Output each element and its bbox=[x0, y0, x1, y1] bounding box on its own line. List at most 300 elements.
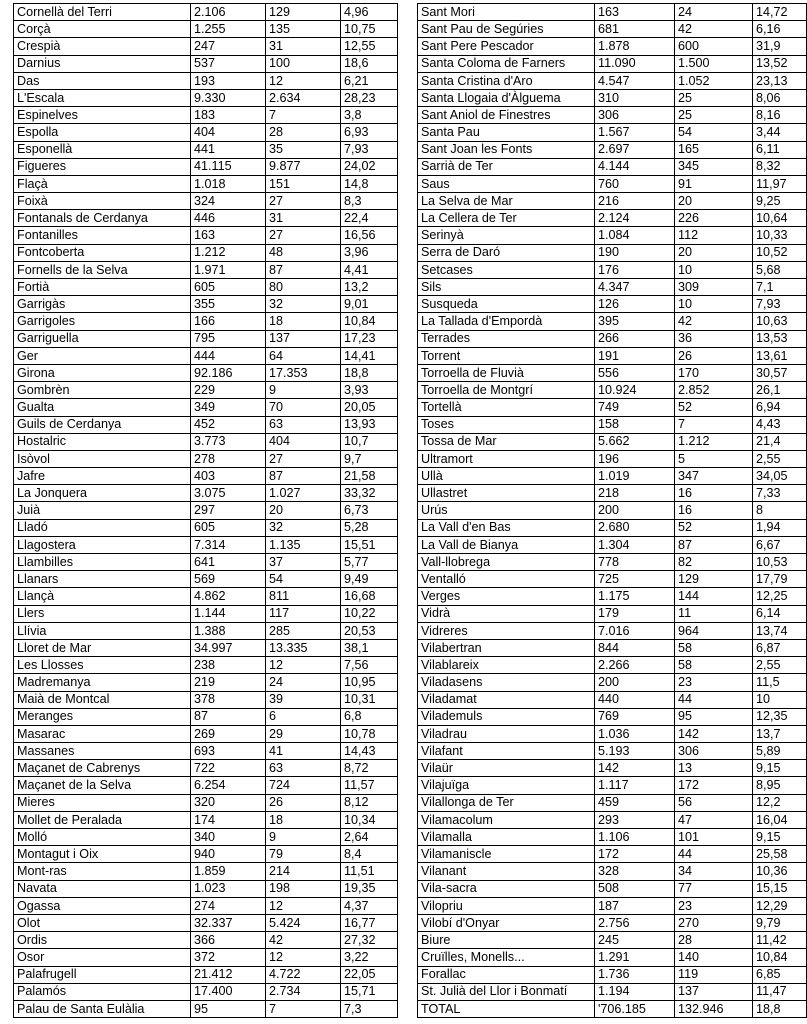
table-row bbox=[418, 175, 807, 192]
table-row bbox=[14, 124, 398, 141]
percentage-cell: 8,3 bbox=[341, 193, 398, 210]
table-row bbox=[14, 1000, 398, 1017]
population-cell: 2.680 bbox=[595, 519, 675, 536]
percentage-cell: 11,42 bbox=[753, 932, 807, 949]
second-value-cell: 135 bbox=[266, 21, 341, 38]
percentage-cell: 10,34 bbox=[341, 811, 398, 828]
population-cell: 2.266 bbox=[595, 657, 675, 674]
table-row bbox=[14, 364, 398, 381]
table-row bbox=[14, 210, 398, 227]
table-row bbox=[418, 708, 807, 725]
table-row bbox=[14, 691, 398, 708]
population-cell: 126 bbox=[595, 296, 675, 313]
table-row bbox=[418, 588, 807, 605]
population-cell: 693 bbox=[191, 743, 266, 760]
second-value-cell: 56 bbox=[675, 794, 753, 811]
table-row bbox=[418, 468, 807, 485]
population-cell: 179 bbox=[595, 605, 675, 622]
percentage-cell: 3,96 bbox=[341, 244, 398, 261]
table-row bbox=[418, 279, 807, 296]
table-row bbox=[14, 399, 398, 416]
table-row bbox=[418, 691, 807, 708]
percentage-cell: 8,72 bbox=[341, 760, 398, 777]
population-cell: 9.330 bbox=[191, 89, 266, 106]
second-value-cell: 27 bbox=[266, 227, 341, 244]
municipality-cell: Gombrèn bbox=[14, 382, 191, 399]
table-row bbox=[14, 433, 398, 450]
second-value-cell: 23 bbox=[675, 897, 753, 914]
municipality-cell: Fortià bbox=[14, 279, 191, 296]
percentage-cell: 7,33 bbox=[753, 485, 807, 502]
population-cell: 760 bbox=[595, 175, 675, 192]
table-row bbox=[14, 536, 398, 553]
municipality-cell: Serinyà bbox=[418, 227, 595, 244]
table-row bbox=[418, 416, 807, 433]
percentage-cell: 10,84 bbox=[753, 949, 807, 966]
table-row bbox=[14, 4, 398, 21]
table-row bbox=[14, 450, 398, 467]
table-row bbox=[14, 829, 398, 846]
municipality-cell: St. Julià del Llor i Bonmatí bbox=[418, 983, 595, 1000]
municipality-cell: Ullà bbox=[418, 468, 595, 485]
table-row bbox=[418, 846, 807, 863]
table-row bbox=[418, 313, 807, 330]
second-value-cell: 44 bbox=[675, 846, 753, 863]
second-value-cell: 39 bbox=[266, 691, 341, 708]
percentage-cell: 6,94 bbox=[753, 399, 807, 416]
population-cell: 95 bbox=[191, 1000, 266, 1017]
municipality-cell: Esponellà bbox=[14, 141, 191, 158]
population-cell: 187 bbox=[595, 897, 675, 914]
municipality-cell: Espinelves bbox=[14, 107, 191, 124]
second-value-cell: 58 bbox=[675, 639, 753, 656]
second-value-cell: 26 bbox=[266, 794, 341, 811]
table-row bbox=[418, 914, 807, 931]
second-value-cell: 226 bbox=[675, 210, 753, 227]
municipality-cell: Tossa de Mar bbox=[418, 433, 595, 450]
percentage-cell: 10,7 bbox=[341, 433, 398, 450]
second-value-cell: 137 bbox=[675, 983, 753, 1000]
percentage-cell: 10,78 bbox=[341, 725, 398, 742]
population-cell: 142 bbox=[595, 760, 675, 777]
population-cell: 176 bbox=[595, 261, 675, 278]
table-row bbox=[14, 347, 398, 364]
percentage-cell: 31,9 bbox=[753, 38, 807, 55]
table-row bbox=[418, 244, 807, 261]
municipality-cell: Sant Joan les Fonts bbox=[418, 141, 595, 158]
population-cell: 769 bbox=[595, 708, 675, 725]
table-row bbox=[14, 674, 398, 691]
percentage-cell: 8,06 bbox=[753, 89, 807, 106]
percentage-cell: 6,85 bbox=[753, 966, 807, 983]
table-row bbox=[14, 605, 398, 622]
percentage-cell: 7,3 bbox=[341, 1000, 398, 1017]
percentage-cell: 11,5 bbox=[753, 674, 807, 691]
second-value-cell: 137 bbox=[266, 330, 341, 347]
percentage-cell: 9,15 bbox=[753, 829, 807, 846]
municipality-cell: Sant Pau de Segúries bbox=[418, 21, 595, 38]
percentage-cell: 8,16 bbox=[753, 107, 807, 124]
municipality-cell: Foixà bbox=[14, 193, 191, 210]
second-value-cell: 95 bbox=[675, 708, 753, 725]
population-cell: 293 bbox=[595, 811, 675, 828]
population-cell: 4.347 bbox=[595, 279, 675, 296]
table-row bbox=[418, 261, 807, 278]
second-value-cell: 101 bbox=[675, 829, 753, 846]
second-value-cell: 27 bbox=[266, 193, 341, 210]
table-row bbox=[418, 829, 807, 846]
percentage-cell: 14,43 bbox=[341, 743, 398, 760]
population-cell: 306 bbox=[595, 107, 675, 124]
second-value-cell: 34 bbox=[675, 863, 753, 880]
second-value-cell: 10 bbox=[675, 296, 753, 313]
table-row bbox=[418, 966, 807, 983]
municipality-cell: Toses bbox=[418, 416, 595, 433]
municipality-cell: Hostalric bbox=[14, 433, 191, 450]
population-cell: 1.036 bbox=[595, 725, 675, 742]
municipalities-table-left bbox=[13, 3, 398, 1018]
municipality-cell: La Selva de Mar bbox=[418, 193, 595, 210]
municipality-cell: Das bbox=[14, 72, 191, 89]
percentage-cell: 4,37 bbox=[341, 897, 398, 914]
population-cell: 4.144 bbox=[595, 158, 675, 175]
population-cell: 446 bbox=[191, 210, 266, 227]
percentage-cell: 13,93 bbox=[341, 416, 398, 433]
percentage-cell: 2,55 bbox=[753, 450, 807, 467]
municipality-cell: Garrigoles bbox=[14, 313, 191, 330]
percentage-cell: 22,4 bbox=[341, 210, 398, 227]
table-row bbox=[14, 657, 398, 674]
population-cell: 1.859 bbox=[191, 863, 266, 880]
population-cell: 1.023 bbox=[191, 880, 266, 897]
second-value-cell: 70 bbox=[266, 399, 341, 416]
municipality-cell: Lloret de Mar bbox=[14, 639, 191, 656]
second-value-cell: 32 bbox=[266, 296, 341, 313]
population-cell: 196 bbox=[595, 450, 675, 467]
second-value-cell: 25 bbox=[675, 107, 753, 124]
population-cell: 229 bbox=[191, 382, 266, 399]
population-cell: 324 bbox=[191, 193, 266, 210]
second-value-cell: 129 bbox=[266, 4, 341, 21]
second-value-cell: 52 bbox=[675, 399, 753, 416]
population-cell: 34.997 bbox=[191, 639, 266, 656]
percentage-cell: 5,77 bbox=[341, 554, 398, 571]
table-row bbox=[418, 880, 807, 897]
second-value-cell: 198 bbox=[266, 880, 341, 897]
second-value-cell: 347 bbox=[675, 468, 753, 485]
municipality-cell: Llívia bbox=[14, 622, 191, 639]
table-row bbox=[14, 21, 398, 38]
municipality-cell: Urús bbox=[418, 502, 595, 519]
municipality-cell: Cruïlles, Monells... bbox=[418, 949, 595, 966]
percentage-cell: 14,41 bbox=[341, 347, 398, 364]
population-cell: 349 bbox=[191, 399, 266, 416]
table-row bbox=[418, 124, 807, 141]
municipality-cell: Gualta bbox=[14, 399, 191, 416]
table-row bbox=[14, 880, 398, 897]
table-row bbox=[418, 622, 807, 639]
population-cell: 5.193 bbox=[595, 743, 675, 760]
percentage-cell: 28,23 bbox=[341, 89, 398, 106]
percentage-cell: 9,79 bbox=[753, 914, 807, 931]
municipality-cell: Torroella de Montgrí bbox=[418, 382, 595, 399]
population-cell: 218 bbox=[595, 485, 675, 502]
table-row bbox=[418, 158, 807, 175]
municipality-cell: Verges bbox=[418, 588, 595, 605]
table-row bbox=[14, 708, 398, 725]
table-body-right bbox=[418, 4, 807, 1018]
second-value-cell: 285 bbox=[266, 622, 341, 639]
municipality-cell: Ordis bbox=[14, 932, 191, 949]
second-value-cell: 1.052 bbox=[675, 72, 753, 89]
municipality-cell: Vilanant bbox=[418, 863, 595, 880]
table-row bbox=[418, 519, 807, 536]
population-cell: 1.106 bbox=[595, 829, 675, 846]
percentage-cell: 3,8 bbox=[341, 107, 398, 124]
population-cell: 795 bbox=[191, 330, 266, 347]
table-row bbox=[14, 261, 398, 278]
municipality-cell: Mollet de Peralada bbox=[14, 811, 191, 828]
table-row bbox=[14, 777, 398, 794]
percentage-cell: 9,15 bbox=[753, 760, 807, 777]
population-cell: 537 bbox=[191, 55, 266, 72]
table-row bbox=[14, 313, 398, 330]
population-cell: 1.291 bbox=[595, 949, 675, 966]
second-value-cell: 79 bbox=[266, 846, 341, 863]
percentage-cell: 8,12 bbox=[341, 794, 398, 811]
percentage-cell: 11,51 bbox=[341, 863, 398, 880]
population-cell: 6.254 bbox=[191, 777, 266, 794]
population-cell: 605 bbox=[191, 279, 266, 296]
table-row bbox=[14, 743, 398, 760]
population-cell: 1.144 bbox=[191, 605, 266, 622]
second-value-cell: 2.634 bbox=[266, 89, 341, 106]
table-row bbox=[418, 347, 807, 364]
percentage-cell: 7,56 bbox=[341, 657, 398, 674]
second-value-cell: 12 bbox=[266, 72, 341, 89]
percentage-cell: 6,16 bbox=[753, 21, 807, 38]
second-value-cell: 270 bbox=[675, 914, 753, 931]
municipality-cell: Sarrià de Ter bbox=[418, 158, 595, 175]
municipality-cell: Espolla bbox=[14, 124, 191, 141]
percentage-cell: 14,8 bbox=[341, 175, 398, 192]
percentage-cell: 18,6 bbox=[341, 55, 398, 72]
second-value-cell: 811 bbox=[266, 588, 341, 605]
population-cell: 681 bbox=[595, 21, 675, 38]
percentage-cell: 2,55 bbox=[753, 657, 807, 674]
population-cell: 7.314 bbox=[191, 536, 266, 553]
second-value-cell: 600 bbox=[675, 38, 753, 55]
municipality-cell: Navata bbox=[14, 880, 191, 897]
percentage-cell: 22,05 bbox=[341, 966, 398, 983]
municipality-cell: La Jonquera bbox=[14, 485, 191, 502]
second-value-cell: 9 bbox=[266, 382, 341, 399]
percentage-cell: 4,96 bbox=[341, 4, 398, 21]
percentage-cell: 4,43 bbox=[753, 416, 807, 433]
table-row bbox=[418, 210, 807, 227]
second-value-cell: 129 bbox=[675, 571, 753, 588]
municipality-cell: Vilamalla bbox=[418, 829, 595, 846]
table-row bbox=[418, 949, 807, 966]
municipality-cell: Fornells de la Selva bbox=[14, 261, 191, 278]
municipality-cell: Osor bbox=[14, 949, 191, 966]
municipality-cell: Garriguella bbox=[14, 330, 191, 347]
percentage-cell: 16,68 bbox=[341, 588, 398, 605]
percentage-cell: 10,33 bbox=[753, 227, 807, 244]
municipality-cell: TOTAL bbox=[418, 1000, 595, 1017]
population-cell: 200 bbox=[595, 674, 675, 691]
percentage-cell: 10,95 bbox=[341, 674, 398, 691]
population-cell: 1.567 bbox=[595, 124, 675, 141]
municipality-cell: Fontanilles bbox=[14, 227, 191, 244]
percentage-cell: 20,05 bbox=[341, 399, 398, 416]
table-row bbox=[14, 863, 398, 880]
table-row bbox=[14, 502, 398, 519]
table-row bbox=[14, 966, 398, 983]
percentage-cell: 11,47 bbox=[753, 983, 807, 1000]
percentage-cell: 24,02 bbox=[341, 158, 398, 175]
table-row bbox=[14, 949, 398, 966]
population-cell: 87 bbox=[191, 708, 266, 725]
municipality-cell: Llanars bbox=[14, 571, 191, 588]
second-value-cell: 5 bbox=[675, 450, 753, 467]
population-cell: 193 bbox=[191, 72, 266, 89]
population-cell: 10.924 bbox=[595, 382, 675, 399]
percentage-cell: 7,1 bbox=[753, 279, 807, 296]
second-value-cell: 36 bbox=[675, 330, 753, 347]
second-value-cell: 24 bbox=[266, 674, 341, 691]
second-value-cell: 964 bbox=[675, 622, 753, 639]
population-cell: 274 bbox=[191, 897, 266, 914]
second-value-cell: 29 bbox=[266, 725, 341, 742]
percentage-cell: 12,55 bbox=[341, 38, 398, 55]
population-cell: 2.756 bbox=[595, 914, 675, 931]
population-cell: 7.016 bbox=[595, 622, 675, 639]
second-value-cell: 7 bbox=[266, 107, 341, 124]
municipality-cell: Isòvol bbox=[14, 450, 191, 467]
table-row bbox=[418, 674, 807, 691]
population-cell: 190 bbox=[595, 244, 675, 261]
second-value-cell: 35 bbox=[266, 141, 341, 158]
second-value-cell: 48 bbox=[266, 244, 341, 261]
population-cell: 219 bbox=[191, 674, 266, 691]
percentage-cell: 10,84 bbox=[341, 313, 398, 330]
municipality-cell: Forallac bbox=[418, 966, 595, 983]
municipality-cell: Tortellà bbox=[418, 399, 595, 416]
percentage-cell: 6,73 bbox=[341, 502, 398, 519]
percentage-cell: 17,23 bbox=[341, 330, 398, 347]
second-value-cell: 132.946 bbox=[675, 1000, 753, 1017]
table-row bbox=[14, 622, 398, 639]
table-row bbox=[14, 554, 398, 571]
municipality-cell: Viladamat bbox=[418, 691, 595, 708]
municipality-cell: Vilaür bbox=[418, 760, 595, 777]
population-cell: 1.878 bbox=[595, 38, 675, 55]
percentage-cell: 8,95 bbox=[753, 777, 807, 794]
table-row bbox=[14, 811, 398, 828]
percentage-cell: 8,4 bbox=[341, 846, 398, 863]
municipality-cell: Crespià bbox=[14, 38, 191, 55]
table-row bbox=[418, 72, 807, 89]
population-cell: 340 bbox=[191, 829, 266, 846]
second-value-cell: 140 bbox=[675, 949, 753, 966]
table-row bbox=[14, 468, 398, 485]
second-value-cell: 28 bbox=[266, 124, 341, 141]
second-value-cell: 20 bbox=[675, 244, 753, 261]
population-cell: 508 bbox=[595, 880, 675, 897]
table-row bbox=[14, 519, 398, 536]
percentage-cell: 14,72 bbox=[753, 4, 807, 21]
second-value-cell: 142 bbox=[675, 725, 753, 742]
municipality-cell: Santa Coloma de Farners bbox=[418, 55, 595, 72]
percentage-cell: 11,97 bbox=[753, 175, 807, 192]
table-row bbox=[14, 55, 398, 72]
second-value-cell: 170 bbox=[675, 364, 753, 381]
municipality-cell: Ger bbox=[14, 347, 191, 364]
second-value-cell: 151 bbox=[266, 175, 341, 192]
table-body-left bbox=[14, 4, 398, 1018]
population-cell: 1.084 bbox=[595, 227, 675, 244]
municipality-cell: Vilabertran bbox=[418, 639, 595, 656]
population-cell: 269 bbox=[191, 725, 266, 742]
table-row bbox=[418, 571, 807, 588]
municipality-cell: Vilobí d'Onyar bbox=[418, 914, 595, 931]
percentage-cell: 10,75 bbox=[341, 21, 398, 38]
second-value-cell: 58 bbox=[675, 657, 753, 674]
percentage-cell: 30,57 bbox=[753, 364, 807, 381]
table-row bbox=[14, 914, 398, 931]
municipality-cell: Madremanya bbox=[14, 674, 191, 691]
municipality-cell: Mont-ras bbox=[14, 863, 191, 880]
municipality-cell: Vilademuls bbox=[418, 708, 595, 725]
table-row bbox=[14, 175, 398, 192]
second-value-cell: 1.500 bbox=[675, 55, 753, 72]
second-value-cell: 64 bbox=[266, 347, 341, 364]
population-cell: 174 bbox=[191, 811, 266, 828]
municipality-cell: Ullastret bbox=[418, 485, 595, 502]
second-value-cell: 26 bbox=[675, 347, 753, 364]
percentage-cell: 11,57 bbox=[341, 777, 398, 794]
percentage-cell: 21,4 bbox=[753, 433, 807, 450]
table-row bbox=[418, 794, 807, 811]
population-cell: 440 bbox=[595, 691, 675, 708]
second-value-cell: 165 bbox=[675, 141, 753, 158]
second-value-cell: 44 bbox=[675, 691, 753, 708]
second-value-cell: 87 bbox=[675, 536, 753, 553]
population-cell: 372 bbox=[191, 949, 266, 966]
population-cell: 749 bbox=[595, 399, 675, 416]
percentage-cell: 6,67 bbox=[753, 536, 807, 553]
population-cell: 200 bbox=[595, 502, 675, 519]
population-cell: 1.736 bbox=[595, 966, 675, 983]
municipality-cell: Llers bbox=[14, 605, 191, 622]
second-value-cell: 5.424 bbox=[266, 914, 341, 931]
second-value-cell: 31 bbox=[266, 210, 341, 227]
percentage-cell: 13,61 bbox=[753, 347, 807, 364]
population-cell: 725 bbox=[595, 571, 675, 588]
table-row bbox=[418, 193, 807, 210]
table-row bbox=[418, 657, 807, 674]
percentage-cell: 25,58 bbox=[753, 846, 807, 863]
municipality-cell: Vilajuïga bbox=[418, 777, 595, 794]
percentage-cell: 23,13 bbox=[753, 72, 807, 89]
second-value-cell: 28 bbox=[675, 932, 753, 949]
municipality-cell: Susqueda bbox=[418, 296, 595, 313]
population-cell: 191 bbox=[595, 347, 675, 364]
population-cell: 278 bbox=[191, 450, 266, 467]
second-value-cell: 91 bbox=[675, 175, 753, 192]
table-row bbox=[14, 158, 398, 175]
